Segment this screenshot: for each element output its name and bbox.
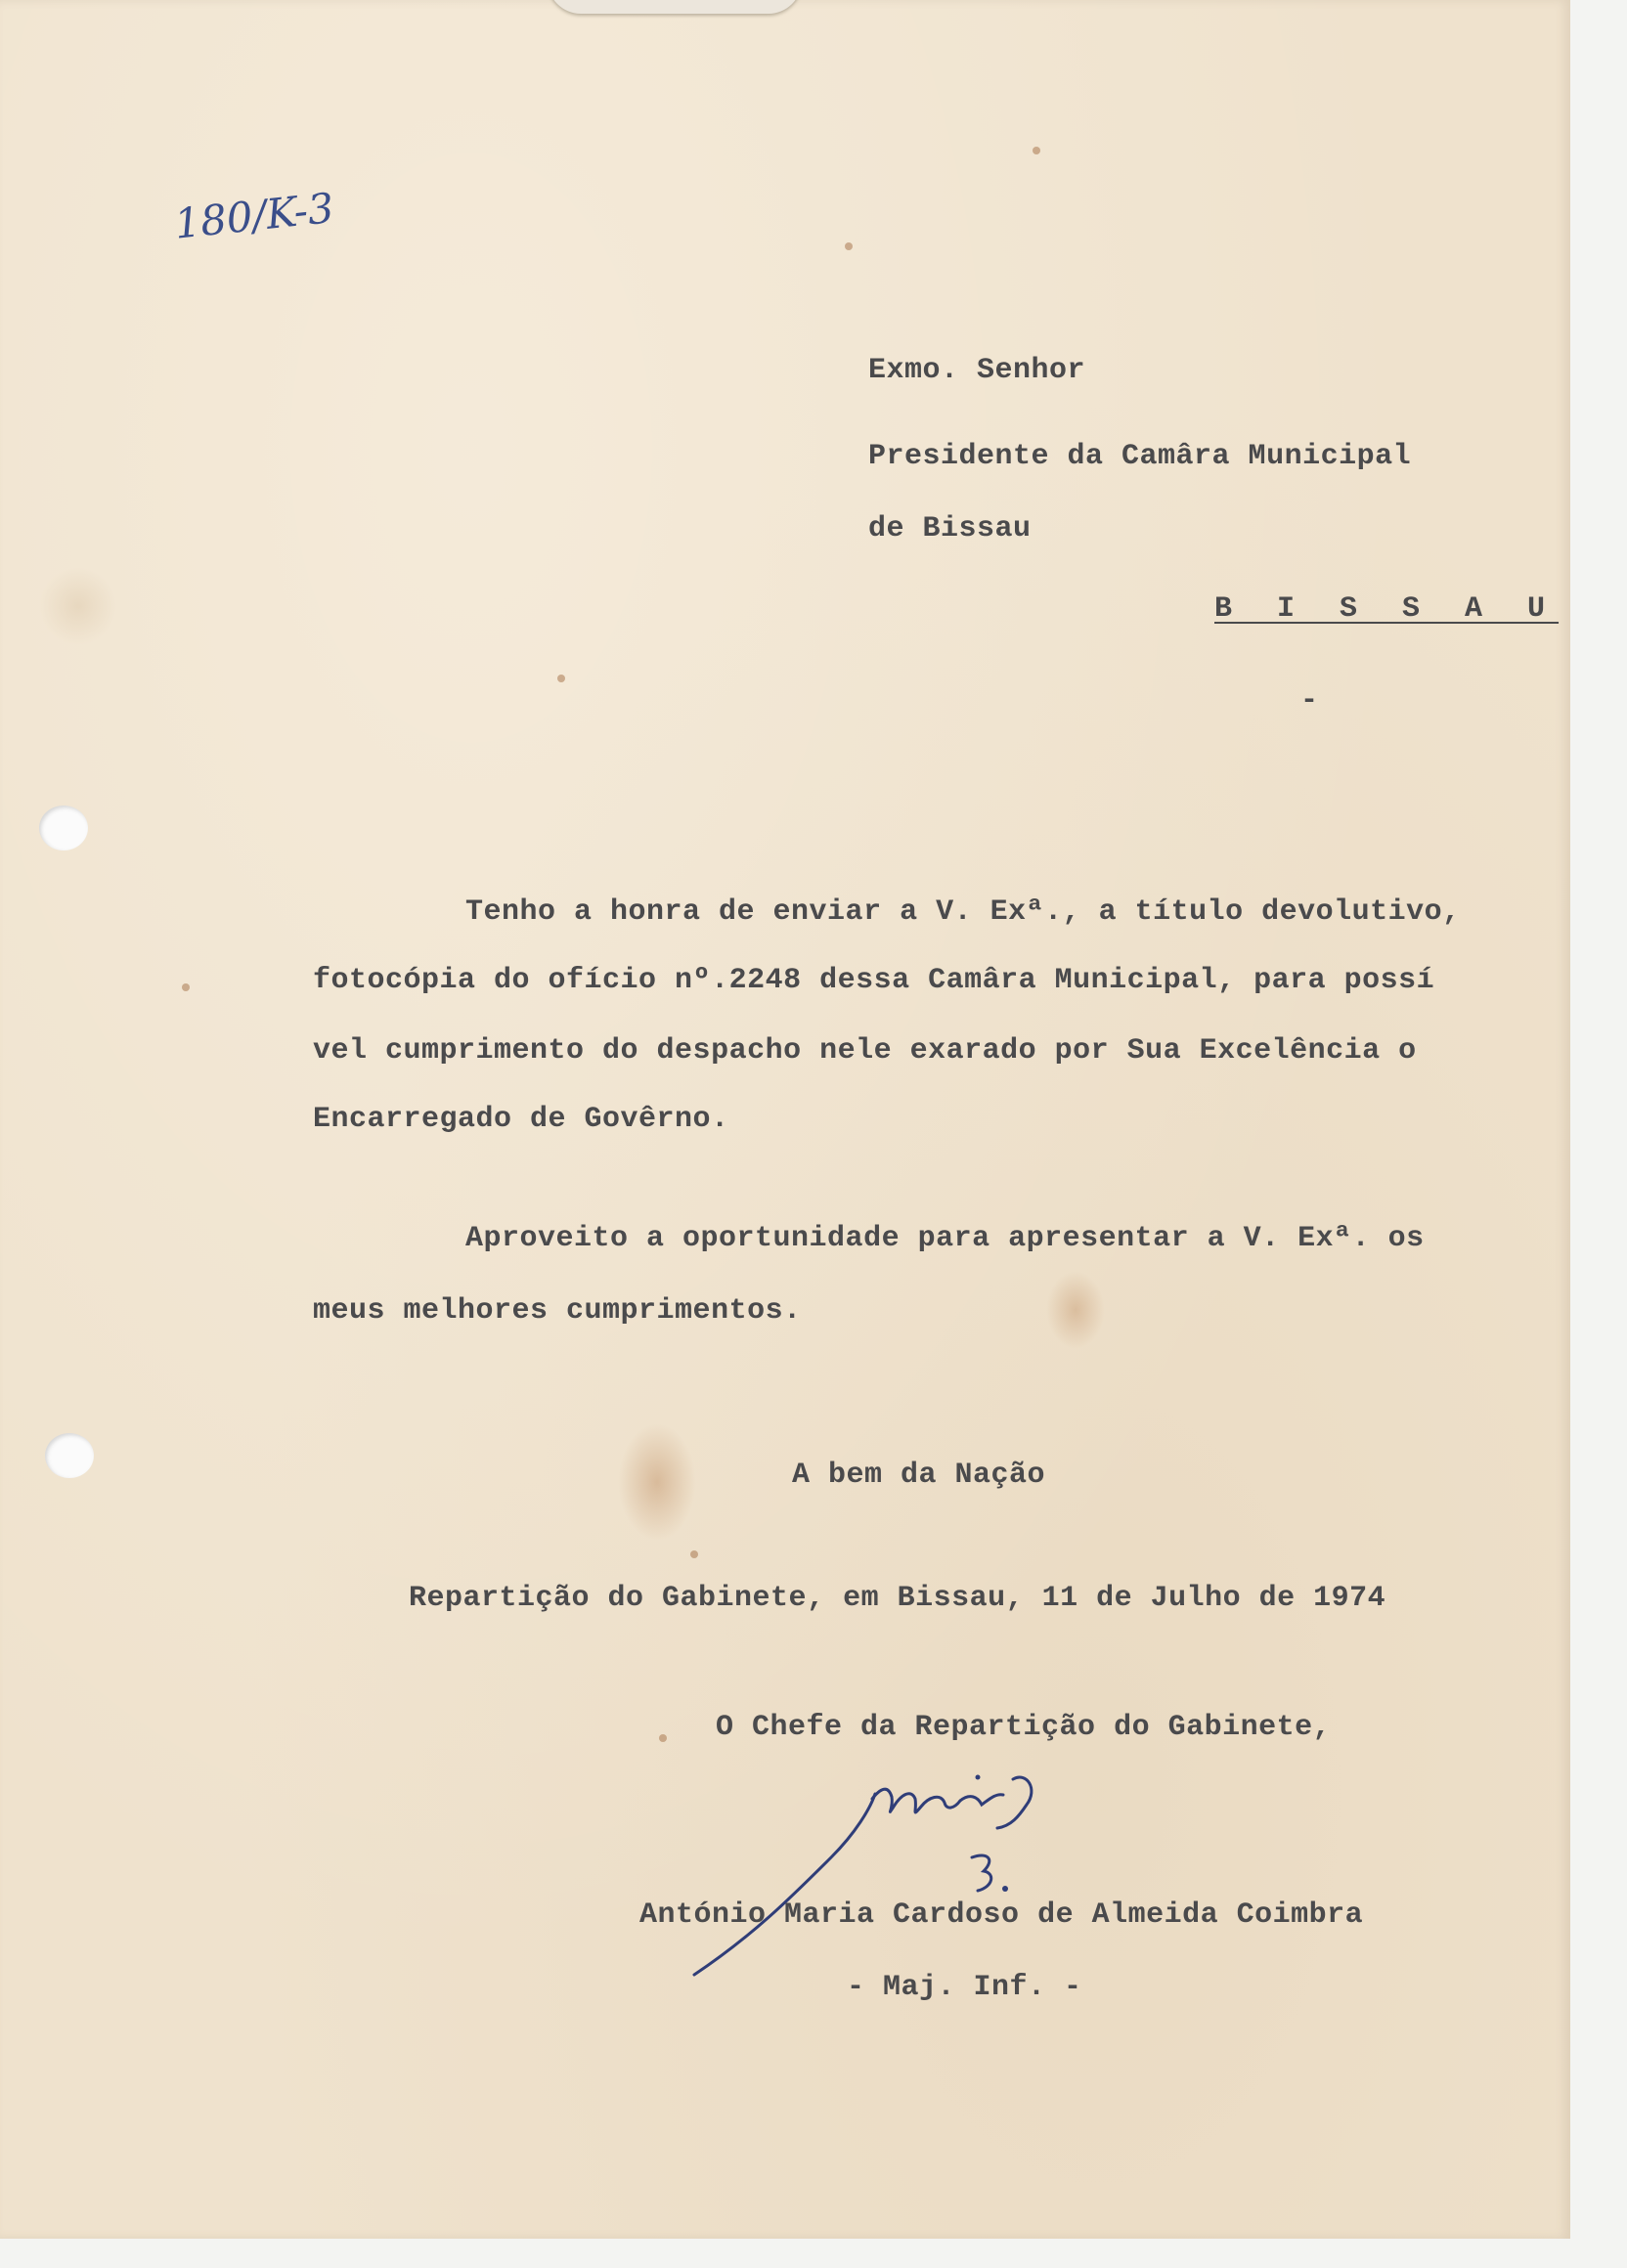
folder-clip-tab <box>548 0 802 14</box>
place-and-date: Repartição do Gabinete, em Bissau, 11 de Julho de 1974 <box>409 1582 1386 1615</box>
addressee-city: B I S S A U <box>1214 592 1560 626</box>
speck <box>845 242 853 250</box>
signatory-rank: - Maj. Inf. - <box>847 1971 1082 2004</box>
signatory-title: O Chefe da Repartição do Gabinete, <box>716 1711 1332 1744</box>
speck <box>659 1734 667 1742</box>
speck <box>182 983 190 991</box>
stain-mark <box>618 1423 696 1541</box>
background-margin-right <box>1570 0 1627 2268</box>
speck <box>557 675 565 682</box>
body-paragraph-1-line-4: Encarregado de Govêrno. <box>313 1103 729 1136</box>
signatory-name: António Maria Cardoso de Almeida Coimbra <box>639 1898 1364 1932</box>
punch-hole-bottom <box>45 1433 94 1478</box>
speck <box>690 1550 698 1558</box>
punch-hole-top <box>39 806 88 850</box>
background-margin-bottom <box>0 2239 1627 2268</box>
addressee-salutation: Exmo. Senhor <box>868 354 1086 387</box>
addressee-title: Presidente da Camâra Municipal <box>868 440 1412 473</box>
body-paragraph-1-line-3: vel cumprimento do despacho nele exarado por Sua Excelência o <box>313 1034 1417 1068</box>
body-paragraph-1-line-1: Tenho a honra de enviar a V. Exª., a título devolutivo, <box>465 895 1461 929</box>
addressee-location: de Bissau <box>868 512 1032 545</box>
body-paragraph-1-line-2: fotocópia do ofício nº.2248 dessa Camâra Municipal, para possí <box>313 964 1435 997</box>
body-paragraph-2-line-1: Aproveito a oportunidade para apresentar a V. Exª. os <box>465 1222 1425 1255</box>
handwritten-signature <box>684 1750 1105 1984</box>
handwritten-reference: 180/K-3 <box>172 183 336 248</box>
speck <box>1033 147 1040 154</box>
stain-mark <box>1046 1271 1105 1349</box>
stain-mark <box>39 567 117 645</box>
separator-dash: - <box>1300 684 1319 718</box>
body-paragraph-2-line-2: meus melhores cumprimentos. <box>313 1294 802 1328</box>
closing-salutation: A bem da Nação <box>792 1459 1046 1492</box>
